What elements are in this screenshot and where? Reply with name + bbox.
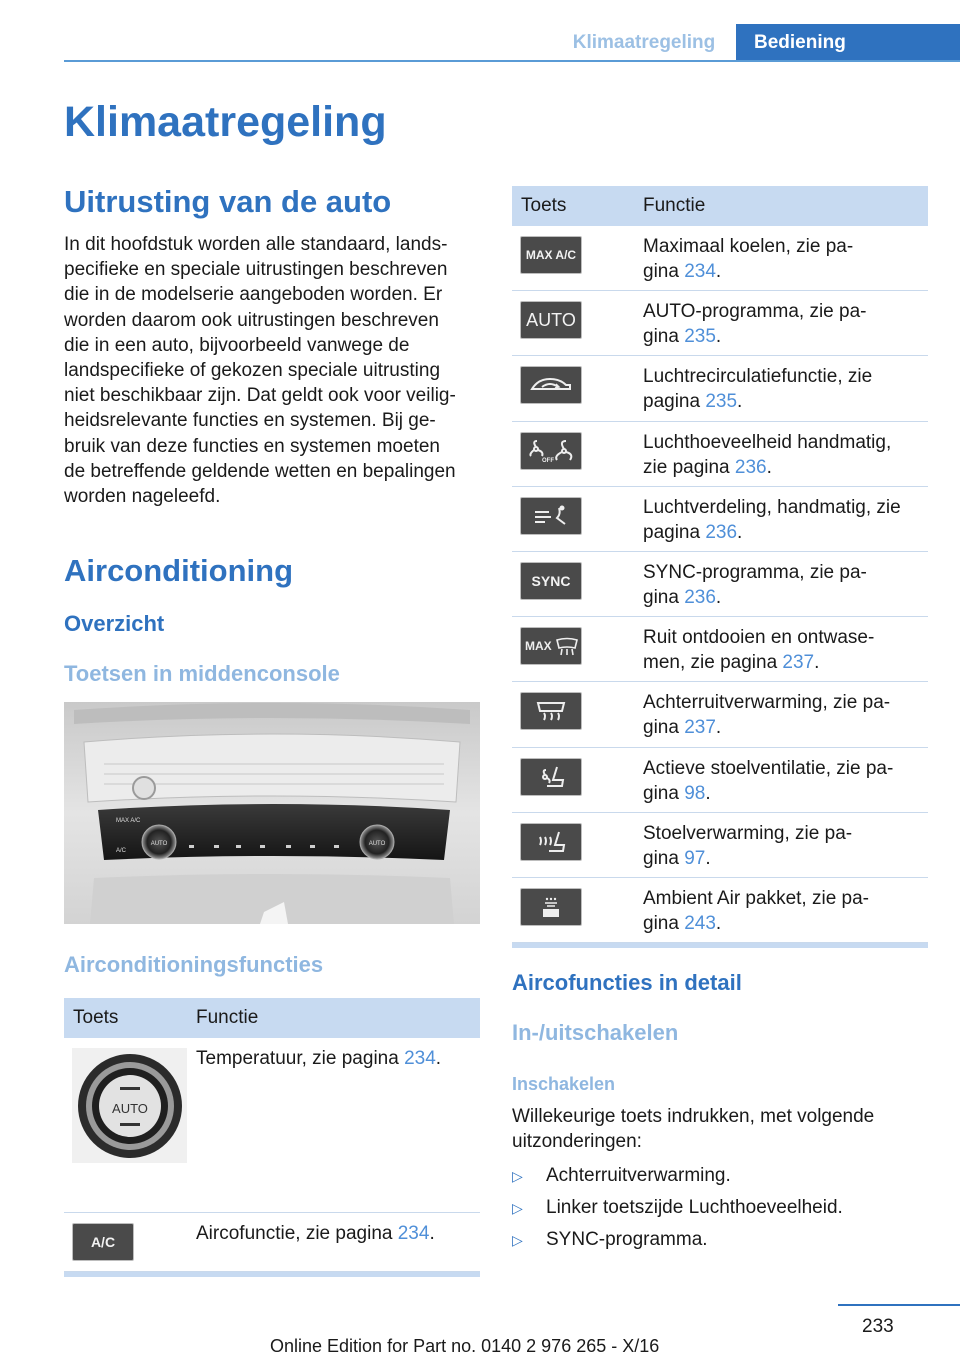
edition-footer: Online Edition for Part no. 0140 2 976 265 - X/16 [270,1336,660,1356]
page-number: 233 [862,1316,894,1337]
column-key: Toets [73,1007,119,1028]
page-link[interactable]: 236 [684,586,716,608]
max-ac-button-icon: MAX A/C [520,236,582,274]
table-row [512,813,928,878]
air-distribution-button-icon [520,497,582,535]
column-function: Functie [643,195,706,216]
table-row [512,422,928,487]
table-row [64,1038,480,1213]
fan-speed-button-icon [520,432,582,470]
svg-text:AUTO: AUTO [111,1100,148,1116]
page-link[interactable]: 237 [684,717,716,739]
ambient-air-button-icon [520,888,582,926]
temperature-knob-icon [72,1048,187,1163]
table-row [512,552,928,617]
list-item: ▷ Achterruitverwarming. [512,1165,731,1186]
svg-text:AUTO: AUTO [150,841,168,847]
svg-text:AUTO: AUTO [368,841,386,847]
page-link[interactable]: 98 [684,782,706,804]
table-row [512,617,928,682]
console-buttons-heading: Toetsen in middenconsole [64,661,340,686]
function-description: Ambient Air pakket, zie pa‐ gina 243. [643,887,869,934]
ac-button-icon: A/C [72,1223,134,1261]
center-console-photo [64,702,480,924]
rear-defrost-button-icon [520,692,582,730]
function-description: Actieve stoelventilatie, zie pa‐ gina 98. [643,757,894,804]
aircon-heading: Airconditioning [64,553,294,588]
page-link[interactable]: 234 [404,1048,436,1069]
table-row [512,682,928,747]
table-header [64,998,480,1038]
table-row [512,291,928,356]
svg-text:MAX A/C: MAX A/C [116,818,141,824]
switch-on-paragraph: Willekeurige toets indrukken, met volgende uitzonderingen: [512,1106,875,1153]
column-function: Functie [196,1007,259,1028]
header-chapter-tab: Bediening [736,24,960,62]
function-description: Luchthoeveelheid handmatig, zie pagina 236. [643,431,892,478]
exceptions-list [512,1160,932,1256]
table-row [64,1213,480,1272]
aircon-functions-heading: Airconditioningsfuncties [64,952,324,977]
function-description: Temperatuur, zie pagina 234. [196,1048,442,1069]
table-row [512,226,928,291]
page-link[interactable]: 243 [684,912,716,934]
column-key: Toets [521,195,567,216]
table-header [512,186,928,226]
function-description: Maximaal koelen, zie pa‐ gina 234. [643,236,854,282]
table-row [512,878,928,943]
function-description: Achterruitverwarming, zie pa‐ gina 237. [643,692,891,739]
page-link[interactable]: 235 [705,391,738,413]
triangle-bullet-icon: ▷ [512,1231,523,1248]
recirculation-button-icon [520,366,582,404]
page-link[interactable]: 234 [684,261,716,282]
table-row [512,356,928,421]
list-item: ▷ Linker toetszijde Luchthoeveelheid. [512,1197,843,1218]
table-row [512,748,928,813]
page-link[interactable]: 234 [397,1223,430,1244]
function-description: Luchtrecirculatiefunctie, zie pagina 235. [643,366,873,413]
footer-rule [838,1304,960,1306]
function-description: SYNC-programma, zie pa‐ gina 236. [643,561,867,608]
on-off-heading: In-/uitschakelen [512,1020,679,1045]
table-row [512,487,928,552]
triangle-bullet-icon: ▷ [512,1167,523,1184]
function-description: Ruit ontdooien en ontwase‐ men, zie pagina 237. [643,627,875,674]
function-description: Luchtverdeling, handmatig, zie pagina 236. [643,496,901,543]
sync-button-icon: SYNC [520,562,582,600]
header-section-tab: Klimaatregeling [572,32,716,53]
details-heading: Aircofuncties in detail [512,970,742,995]
triangle-bullet-icon: ▷ [512,1199,523,1216]
auto-button-icon: AUTO [520,301,582,339]
page-title: Klimaatregeling [64,98,387,146]
function-description: Stoelverwarming, zie pa‐ gina 97. [643,822,853,869]
page-link[interactable]: 237 [782,652,815,674]
svg-text:A/C: A/C [116,848,127,854]
equipment-heading: Uitrusting van de auto [64,184,392,219]
equipment-paragraph: In dit hoofdstuk worden alle standaard, lands‐ pecifieke en speciale uitrustingen beschreven die in de modelserie aangeboden worden. Er worden daarom ook uitrustingen beschreven die in een auto, bijvoorbeeld vanwege de landspecifieke of gekozen speciale uitrusting niet beschikbaar zijn. Dat geldt ook voor veilig‐ heidsrelevante functies en systemen. Bij ge‐ bruik van deze functies en systemen moeten de betreffende geldende wetten en bepalingen worden nageleefd. [64,234,456,508]
switch-on-heading: Inschakelen [512,1074,616,1094]
functions-table-left [64,998,480,1277]
header-rule [64,60,960,62]
list-item: ▷ SYNC-programma. [512,1229,708,1250]
functions-table-right [512,186,928,948]
svg-text:OFF: OFF [542,457,554,464]
overview-heading: Overzicht [64,611,165,636]
function-description: Aircofunctie, zie pagina 234. [196,1223,435,1244]
page-link[interactable]: 236 [734,456,767,478]
page-link[interactable]: 236 [705,521,738,543]
seat-ventilation-button-icon [520,758,582,796]
max-defrost-button-icon [520,627,582,665]
svg-text:MAX: MAX [525,639,552,654]
function-description: AUTO-programma, zie pa‐ gina 235. [643,301,867,348]
page-link[interactable]: 97 [684,847,706,869]
seat-heating-button-icon [520,823,582,861]
page-link[interactable]: 235 [684,326,716,348]
